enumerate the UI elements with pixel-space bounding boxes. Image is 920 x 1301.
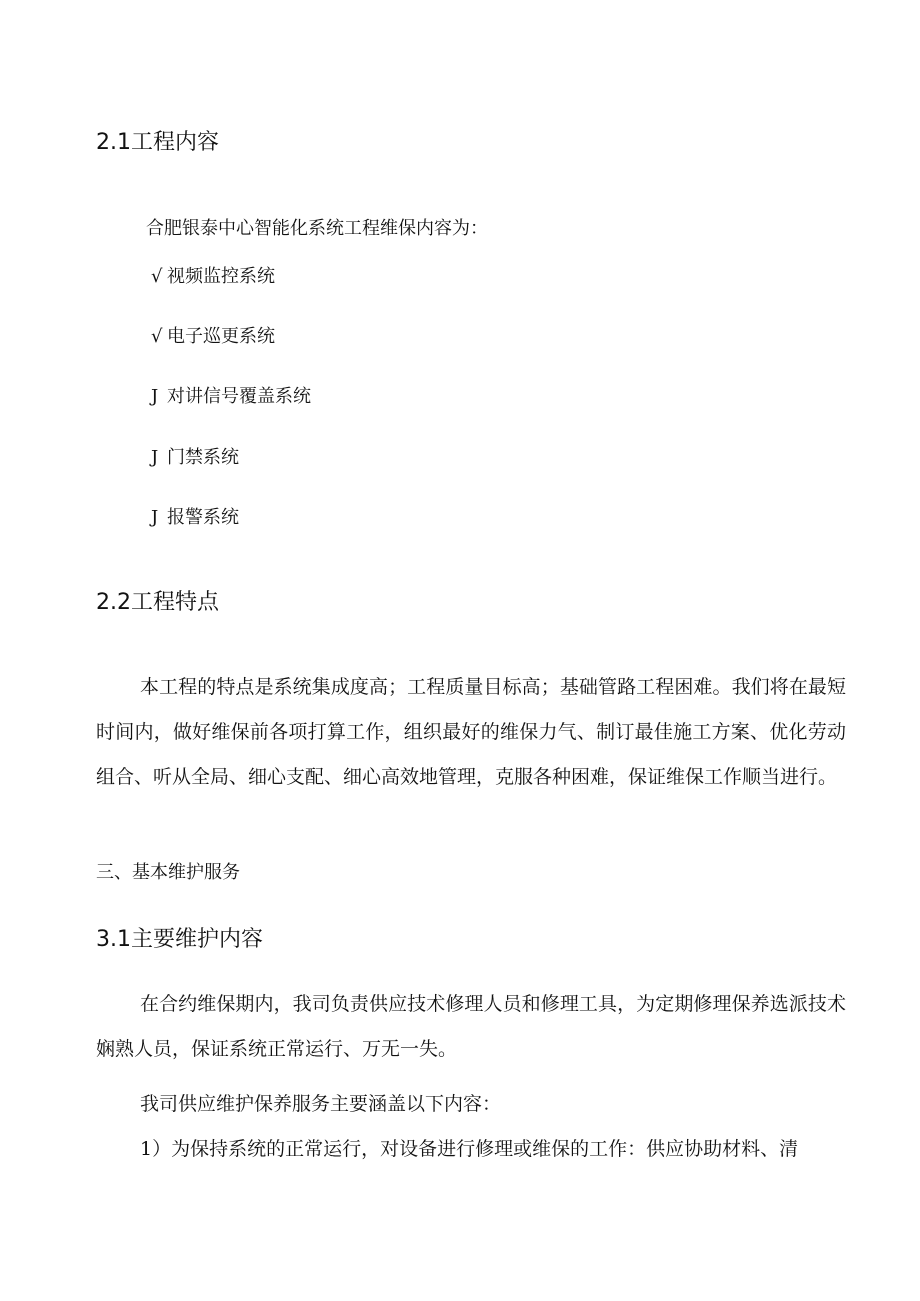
list-item-intercom xyxy=(151,386,311,408)
list-item-label: 对讲信号覆盖系统 xyxy=(167,386,311,407)
list-item-video xyxy=(151,266,275,288)
check-mark-icon: J xyxy=(151,447,159,468)
list-item-label: 报警系统 xyxy=(167,507,239,528)
list-item-label: 视频监控系统 xyxy=(167,266,275,287)
intro-line: 合肥银泰中心智能化系统工程维保内容为： xyxy=(146,218,488,239)
section-heading-2-1: 2.1工程内容 xyxy=(96,130,219,155)
list-item-alarm xyxy=(151,507,239,529)
check-mark-icon: √ xyxy=(151,326,163,347)
list-item-patrol xyxy=(151,326,275,348)
list-item-access xyxy=(151,447,239,469)
section-heading-3-1: 3.1主要维护内容 xyxy=(96,927,263,952)
check-mark-icon: J xyxy=(151,386,159,407)
check-mark-icon: √ xyxy=(151,266,163,287)
paragraph-coverage: 我司供应维护保养服务主要涵盖以下内容： xyxy=(140,1093,502,1115)
chapter-heading-3: 三、基本维护服务 xyxy=(96,862,240,883)
paragraph-features: 本工程的特点是系统集成度高；工程质量目标高；基础管路工程困难。我们将在最短时间内，做好维保前各项打算工作，组织最好的维保力气、制订最佳施工方案、优化劳动组合、听从全局、细心支配、细心高效地管理，克服各种困难，保证维保工作顺当进行。 xyxy=(96,676,846,788)
paragraph-item-1: 1）为保持系统的正常运行，对设备进行修理或维保的工作：供应协助材料、清 xyxy=(140,1138,799,1160)
check-mark-icon: J xyxy=(151,507,159,528)
section-heading-2-2: 2.2工程特点 xyxy=(96,590,219,615)
paragraph-maintenance: 在合约维保期内，我司负责供应技术修理人员和修理工具，为定期修理保养选派技术娴熟人员，保证系统正常运行、万无一失。 xyxy=(96,993,846,1060)
list-item-label: 门禁系统 xyxy=(167,447,239,468)
list-item-label: 电子巡更系统 xyxy=(167,326,275,347)
